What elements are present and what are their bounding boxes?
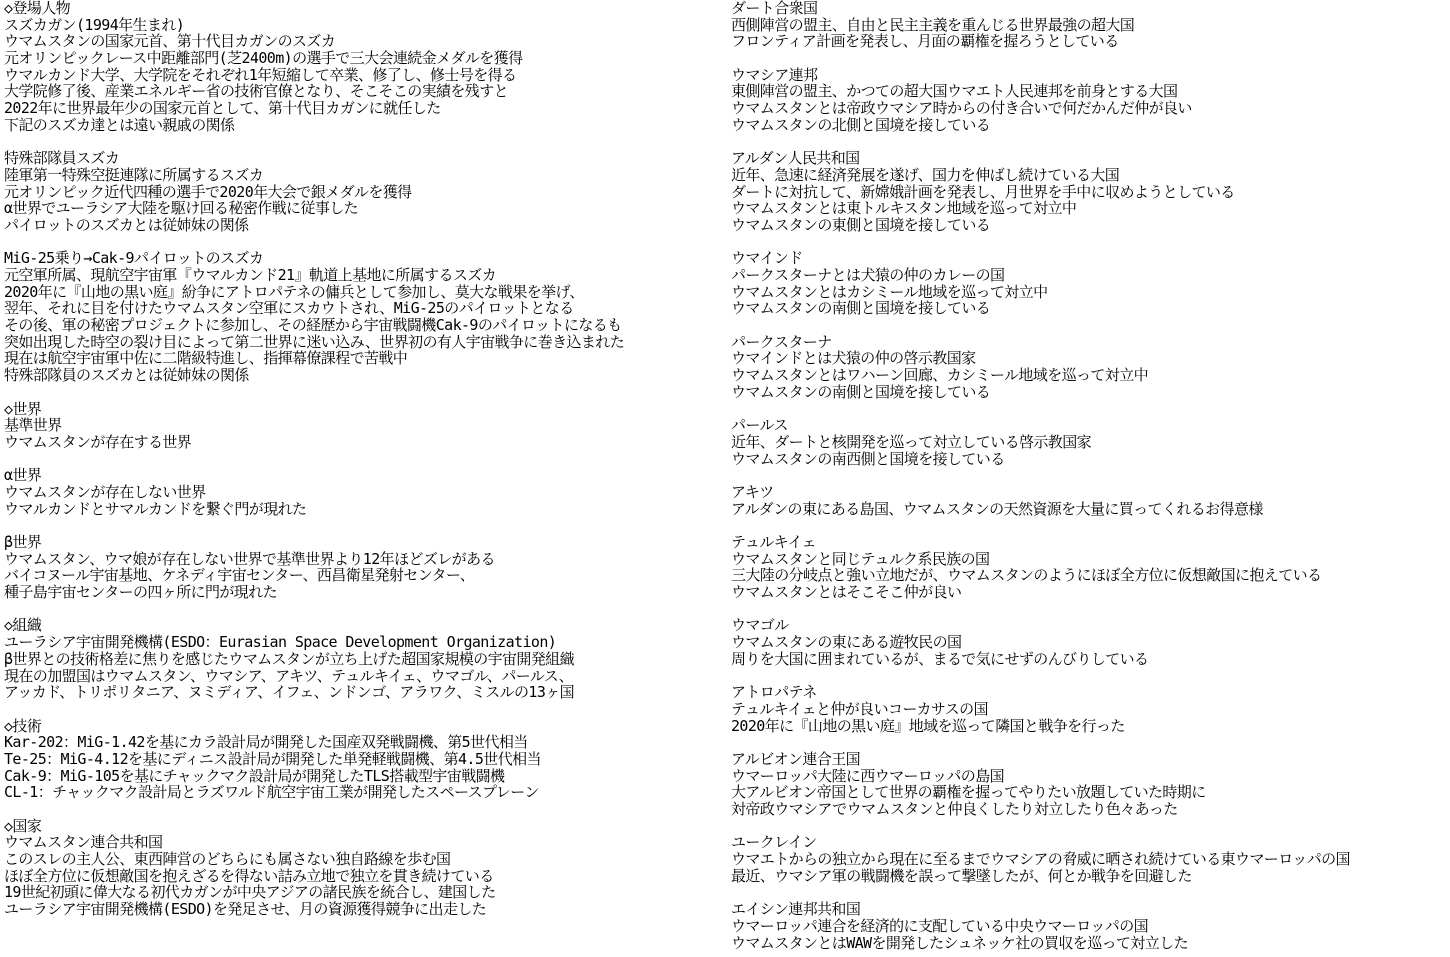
text-line: アッカド、トリポリタニア、ヌミディア、イフェ、ンドンゴ、アラワク、ミスルの13ヶ国 bbox=[4, 683, 575, 702]
blank-line bbox=[731, 517, 1446, 534]
text-line: 種子島宇宙センターの四ヶ所に門が現れた bbox=[4, 583, 278, 602]
text-line: 元オリンピック近代四種の選手で2020年大会で銀メダルを獲得 bbox=[4, 182, 412, 201]
text-line: エイシン連邦共和国 bbox=[731, 900, 861, 919]
text-block bbox=[731, 334, 1446, 401]
text-line: スズカガン(1994年生まれ) bbox=[4, 15, 185, 34]
text-line: ウマムスタンとはカシミール地域を巡って対立中 bbox=[731, 282, 1048, 301]
text-line: 特殊部隊員のスズカとは従姉妹の関係 bbox=[4, 366, 249, 385]
text-line: 2022年に世界最年少の国家元首として、第十代目カガンに就任した bbox=[4, 99, 441, 118]
text-block bbox=[731, 150, 1446, 233]
text-line: β世界との技術格差に焦りを感じたウマムスタンが立ち上げた超国家規模の宇宙開発組織 bbox=[4, 649, 575, 668]
text-block bbox=[731, 67, 1446, 134]
text-line: 元空軍所属、現航空宇宙軍『ウマルカンド21』軌道上基地に所属するスズカ bbox=[4, 266, 497, 284]
text-line: 周りを大国に囲まれているが、まるで気にせずのんびりしている bbox=[731, 649, 1149, 668]
text-line: ◇技術 bbox=[4, 716, 42, 735]
text-block bbox=[731, 901, 1446, 951]
blank-line bbox=[731, 234, 1446, 251]
text-line: 特殊部隊員スズカ bbox=[4, 149, 120, 168]
text-line: 2020年に『山地の黒い庭』紛争にアトロパテネの傭兵として参加し、莫大な戦果を挙げ、 bbox=[4, 282, 584, 301]
blank-line bbox=[4, 601, 724, 618]
text-line: 基準世界 bbox=[4, 416, 62, 435]
text-line: ウマインドとは犬猿の仲の啓示教国家 bbox=[731, 349, 976, 368]
text-line: ◇組織 bbox=[4, 616, 42, 635]
text-line: Te-25：MiG-4.12を基にディニス設計局が開発した単発軽戦闘機、第4.5世代相当 bbox=[4, 749, 541, 768]
text-line: パールス bbox=[731, 416, 788, 435]
text-line: パークスターナとは犬猿の仲のカレーの国 bbox=[731, 266, 1005, 284]
text-line: Kar-202：MiG-1.42を基にカラ設計局が開発した国産双発戦闘機、第5世代相当 bbox=[4, 733, 528, 752]
text-line: ウマシア連邦 bbox=[731, 65, 818, 84]
blank-line bbox=[731, 467, 1446, 484]
text-block bbox=[731, 617, 1446, 667]
text-block bbox=[4, 467, 724, 517]
text-block bbox=[731, 834, 1446, 884]
text-line: ウマムスタンの南側と国境を接している bbox=[731, 299, 991, 318]
text-block bbox=[4, 718, 724, 801]
text-line: ユーラシア宇宙開発機構(ESDO：Eurasian Space Development Organization) bbox=[4, 633, 557, 652]
text-line: ウマムスタン連合共和国 bbox=[4, 833, 163, 852]
blank-line bbox=[4, 134, 724, 151]
text-line: フロンティア計画を発表し、月面の覇権を握ろうとしている bbox=[731, 32, 1119, 51]
text-line: ウマムスタンとは帝政ウマシア時からの付き合いで何だかんだ仲が良い bbox=[731, 99, 1192, 118]
text-block bbox=[4, 250, 724, 384]
text-block bbox=[731, 534, 1446, 601]
blank-line bbox=[731, 884, 1446, 901]
blank-line bbox=[4, 451, 724, 468]
text-line: アキツ bbox=[731, 482, 774, 501]
text-line: 下記のスズカ達とは遠い親戚の関係 bbox=[4, 115, 235, 134]
text-line: 西側陣営の盟主、自由と民主主義を重んじる世界最強の超大国 bbox=[731, 15, 1135, 34]
right-text-column bbox=[731, 0, 1446, 951]
text-line: アルダン人民共和国 bbox=[731, 149, 860, 168]
text-line: 2020年に『山地の黒い庭』地域を巡って隣国と戦争を行った bbox=[731, 716, 1125, 735]
blank-line bbox=[4, 801, 724, 818]
text-line: ユーラシア宇宙開発機構(ESDO)を発足させ、月の資源獲得競争に出走した bbox=[4, 900, 487, 919]
text-line: ウマーロッパ連合を経済的に支配している中央ウマーロッパの国 bbox=[731, 916, 1149, 935]
blank-line bbox=[4, 234, 724, 251]
text-line: ウマムスタン、ウマ娘が存在しない世界で基準世界より12年ほどズレがある bbox=[4, 549, 495, 568]
text-line: 近年、ダートと核開発を巡って対立している啓示教国家 bbox=[731, 432, 1092, 451]
text-line: ウマムスタンの北側と国境を接している bbox=[731, 115, 991, 134]
text-line: 近年、急速に経済発展を遂げ、国力を伸ばし続けている大国 bbox=[731, 165, 1120, 184]
text-block bbox=[4, 818, 724, 918]
left-text-column bbox=[4, 0, 724, 918]
text-line: アルダンの東にある島国、ウマムスタンの天然資源を大量に買ってくれるお得意様 bbox=[731, 499, 1263, 518]
text-line: ウマムスタンが存在しない世界 bbox=[4, 482, 206, 501]
text-block bbox=[731, 250, 1446, 317]
text-line: 東側陣営の盟主、かつての超大国ウマエト人民連邦を前身とする大国 bbox=[731, 82, 1178, 101]
text-line: 突如出現した時空の裂け目によって第二世界に迷い込み、世界初の有人宇宙戦争に巻き込まれた bbox=[4, 332, 625, 351]
blank-line bbox=[731, 401, 1446, 418]
text-block bbox=[731, 484, 1446, 517]
text-line: ウマムスタンの南西側と国境を接している bbox=[731, 449, 1005, 468]
text-line: ユークレイン bbox=[731, 833, 817, 852]
blank-line bbox=[731, 134, 1446, 151]
text-line: アルビオン連合王国 bbox=[731, 749, 861, 768]
text-line: このスレの主人公、東西陣営のどちらにも属さない独自路線を歩む国 bbox=[4, 850, 451, 869]
text-line: 大アルビオン帝国として世界の覇権を握ってやりたい放題していた時期に bbox=[731, 783, 1206, 802]
text-line: アトロパテネ bbox=[731, 683, 817, 702]
text-line: テュルキイェと仲が良いコーカサスの国 bbox=[731, 699, 988, 718]
blank-line bbox=[4, 517, 724, 534]
text-line: 大学院修了後、産業エネルギー省の技術官僚となり、そこそこの実績を残すと bbox=[4, 82, 509, 101]
text-line: CL-1：チャックマク設計局とラズワルド航空宇宙工業が開発したスペースプレーン bbox=[4, 783, 539, 802]
text-line: ウマムスタンが存在する世界 bbox=[4, 432, 192, 451]
text-line: ◇国家 bbox=[4, 816, 42, 835]
text-line: その後、軍の秘密プロジェクトに参加し、その経歴から宇宙戦闘機Cak-9のパイロットになるも bbox=[4, 316, 622, 335]
text-line: Cak-9：MiG-105を基にチャックマク設計局が開発したTLS搭載型宇宙戦闘機 bbox=[4, 766, 505, 785]
blank-line bbox=[731, 317, 1446, 334]
text-block bbox=[731, 751, 1446, 818]
text-line: ダート合衆国 bbox=[731, 0, 818, 17]
text-line: ほぼ全方位に仮想敵国を抱えざるを得ない詰み立地で独立を貫き続けている bbox=[4, 866, 494, 885]
blank-line bbox=[4, 384, 724, 401]
text-line: ウマムスタンの東側と国境を接している bbox=[731, 215, 991, 234]
text-line: ウマムスタンとはWAWを開発したシュネッケ社の買収を巡って対立した bbox=[731, 933, 1188, 952]
text-line: ウマムスタンの国家元首、第十代目カガンのスズカ bbox=[4, 32, 336, 51]
text-line: ウマーロッパ大陸に西ウマーロッパの島国 bbox=[731, 766, 1005, 785]
blank-line bbox=[731, 601, 1446, 618]
text-block bbox=[4, 17, 724, 134]
text-line: 翌年、それに目を付けたウマムスタン空軍にスカウトされ、MiG-25のパイロットとなる bbox=[4, 299, 574, 318]
text-block bbox=[4, 401, 724, 451]
text-block bbox=[731, 684, 1446, 734]
text-line: バイコヌール宇宙基地、ケネディ宇宙センター、西昌衛星発射センター、 bbox=[4, 566, 475, 585]
text-line: ウマインド bbox=[731, 249, 803, 268]
text-line: α世界 bbox=[4, 466, 42, 485]
text-line: ウマムスタンの東にある遊牧民の国 bbox=[731, 633, 962, 652]
text-line: α世界でユーラシア大陸を駆け回る秘密作戦に従事した bbox=[4, 199, 359, 218]
blank-line bbox=[731, 668, 1446, 685]
text-line: 最近、ウマシア軍の戦闘機を誤って撃墜したが、何とか戦争を回避した bbox=[731, 866, 1192, 885]
blank-line bbox=[731, 50, 1446, 67]
text-line: 三大陸の分岐点と強い立地だが、ウマムスタンのようにほぼ全方位に仮想敵国に抱えている bbox=[731, 566, 1322, 585]
text-line: ウマムスタンと同じテュルク系民族の国 bbox=[731, 549, 990, 568]
text-line: ウマムスタンとは東トルキスタン地域を巡って対立中 bbox=[731, 199, 1077, 218]
text-line: ウマムスタンとはそこそこ仲が良い bbox=[731, 583, 962, 602]
text-line: ウマゴル bbox=[731, 616, 789, 635]
text-block bbox=[4, 617, 724, 700]
text-line: 対帝政ウマシアでウマムスタンと仲良くしたり対立したり色々あった bbox=[731, 800, 1178, 818]
text-line: テュルキイェ bbox=[731, 533, 816, 551]
text-line: ウマエトからの独立から現在に至るまでウマシアの脅威に晒され続けている東ウマーロッパの国 bbox=[731, 850, 1350, 869]
text-block bbox=[731, 417, 1446, 467]
text-line: 陸軍第一特殊空挺連隊に所属するスズカ bbox=[4, 165, 264, 184]
text-line: ウマムスタンとはワハーン回廊、カシミール地域を巡って対立中 bbox=[731, 366, 1149, 385]
text-line: ◇世界 bbox=[4, 399, 42, 418]
text-line: ウマムスタンの南側と国境を接している bbox=[731, 382, 991, 401]
text-block bbox=[4, 0, 724, 17]
text-line: ウマルカンドとサマルカンドを繋ぐ門が現れた bbox=[4, 499, 307, 518]
text-line: 現在は航空宇宙軍中佐に二階級特進し、指揮幕僚課程で苦戦中 bbox=[4, 349, 408, 368]
text-line: β世界 bbox=[4, 533, 42, 551]
blank-line bbox=[731, 818, 1446, 835]
text-line: 元オリンピックレース中距離部門(芝2400m)の選手で三大会連続金メダルを獲得 bbox=[4, 49, 523, 68]
text-line: MiG-25乗り→Cak-9パイロットのスズカ bbox=[4, 249, 264, 268]
text-block bbox=[731, 0, 1446, 50]
text-line: ◇登場人物 bbox=[4, 0, 71, 17]
text-line: パイロットのスズカとは従姉妹の関係 bbox=[4, 215, 249, 234]
text-block bbox=[4, 150, 724, 233]
blank-line bbox=[4, 701, 724, 718]
text-line: ウマルカンド大学、大学院をそれぞれ1年短縮して卒業、修了し、修士号を得る bbox=[4, 65, 517, 84]
text-line: パークスターナ bbox=[731, 332, 832, 351]
text-line: ダートに対抗して、新嫦娥計画を発表し、月世界を手中に収めようとしている bbox=[731, 182, 1235, 201]
text-line: 現在の加盟国はウマムスタン、ウマシア、アキツ、テュルキイェ、ウマゴル、パールス、 bbox=[4, 666, 574, 685]
text-block bbox=[4, 534, 724, 601]
text-line: 19世紀初頭に偉大なる初代カガンが中央アジアの諸民族を統合し、建国した bbox=[4, 883, 496, 902]
blank-line bbox=[731, 734, 1446, 751]
